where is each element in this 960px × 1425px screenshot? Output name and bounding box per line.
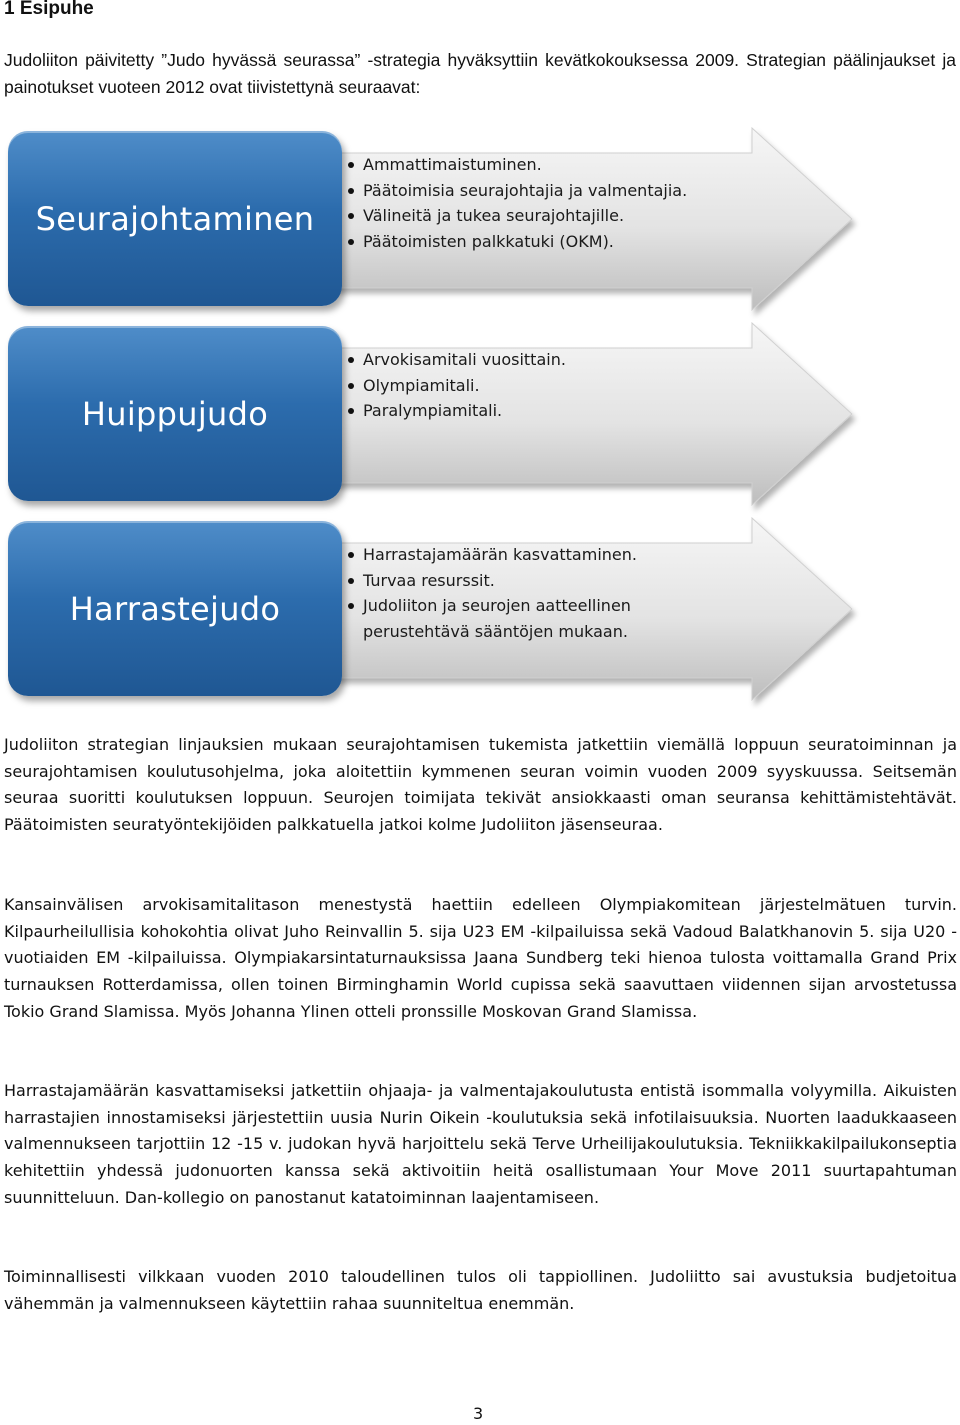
bullet-list-seurajohtaminen: [346, 152, 687, 254]
paragraph-talous: Toiminnallisesti vilkkaan vuoden 2010 taloudellinen tulos oli tappiollinen. Judoliitto sai avustuksia budjetoitua vähemmän ja valmennukseen käytettiin rahaa suunniteltua enemmän.: [4, 1267, 957, 1313]
bullet-item: Turvaa resurssit.: [346, 568, 676, 594]
paragraph-huippujudo: Kansainvälisen arvokisamitalitason menestystä haettiin edelleen Olympiakomitean järjestelmätuen turvin. Kilpaurheilullisia kohokohtia olivat Juho Reinvallin 5. sija U23 EM -kilpailuissa sekä Vadoud Balatkhanovin 5. sija U20 -vuotiaiden EM -kilpailuissa. Olympiakarsintaturnauksissa Jaana Sundberg teki hienoa tulosta voittamalla Grand Prix turnauksen Rotterdamissa, ollen toinen Birminghamin World cupissa sekä saavuttaen viidennen sijan arvostetussa Tokio Grand Slamissa. Myös Johanna Ylinen otteli pronssille Moskovan Grand Slamissa.: [4, 895, 957, 1021]
bullet-item: Harrastajamäärän kasvattaminen.: [346, 542, 676, 568]
bullet-item: Olympiamitali.: [346, 373, 566, 399]
section-heading: 1 Esipuhe: [4, 0, 94, 19]
bullet-item: Ammattimaistuminen.: [346, 152, 687, 178]
box-title: Huippujudo: [81, 394, 269, 433]
page-number: 3: [473, 1404, 484, 1423]
box-harrastejudo: [8, 521, 342, 696]
bullet-list-harrastejudo: [346, 542, 676, 644]
strategy-diagram: [0, 0, 960, 710]
box-seurajohtaminen: [8, 131, 342, 306]
box-huippujudo: [8, 326, 342, 501]
bullet-list-huippujudo: [346, 347, 566, 424]
bullet-item: Päätoimisia seurajohtajia ja valmentajia.: [346, 178, 687, 204]
box-title: Harrastejudo: [69, 589, 281, 628]
bullet-item: Arvokisamitali vuosittain.: [346, 347, 566, 373]
bullet-item: Välineitä ja tukea seurajohtajille.: [346, 203, 687, 229]
box-title: Seurajohtaminen: [35, 199, 315, 238]
bullet-item: Judoliiton ja seurojen aatteellinen perustehtävä sääntöjen mukaan.: [346, 593, 676, 644]
paragraph-harrastejudo: Harrastajamäärän kasvattamiseksi jatkettiin ohjaaja- ja valmentajakoulutusta entistä isommalla volyymilla. Aikuisten harrastajien innostamiseksi järjestettiin uusia Nurin Oikein -koulutuksia sekä infotilaisuuksia. Nuorten laadukkaaseen valmennukseen tarjottiin 12 -15 v. judokan hyvä harjoittelu sekä Terve Urheilijakoulutuksia. Tekniikkakilpailukonseptia kehitettiin yhdessä judonuorten kanssa sekä aktivoitiin heitä osallistumaan Your Move 2011 suurtapahtuman suunnitteluun. Dan-kollegio on panostanut katatoiminnan laajentamiseen.: [4, 1081, 957, 1207]
bullet-item: Paralympiamitali.: [346, 398, 566, 424]
paragraph-seurajohtaminen: Judoliiton strategian linjauksien mukaan seurajohtamisen tukemista jatkettiin viemällä loppuun seuratoiminnan ja seurajohtamisen koulutusohjelma, joka aloitettiin kymmenen seuran voimin vuoden 2009 syyskuussa. Seitsemän seuraa suoritti koulutuksen loppuun. Seurojen toimijata tekivät ansiokkaasti oman seuransa kehittämistehtävät. Päätoimisten seuratyöntekijöiden palkkatuella jatkoi kolme Judoliiton jäsenseuraa.: [4, 735, 957, 835]
bullet-item: Päätoimisten palkkatuki (OKM).: [346, 229, 687, 255]
intro-paragraph: Judoliiton päivitetty ”Judo hyvässä seurassa” -strategia hyväksyttiin kevätkokouksessa 2009. Strategian päälinjaukset ja painotukset vuoteen 2012 ovat tiivistettynä seuraavat:: [4, 50, 956, 97]
